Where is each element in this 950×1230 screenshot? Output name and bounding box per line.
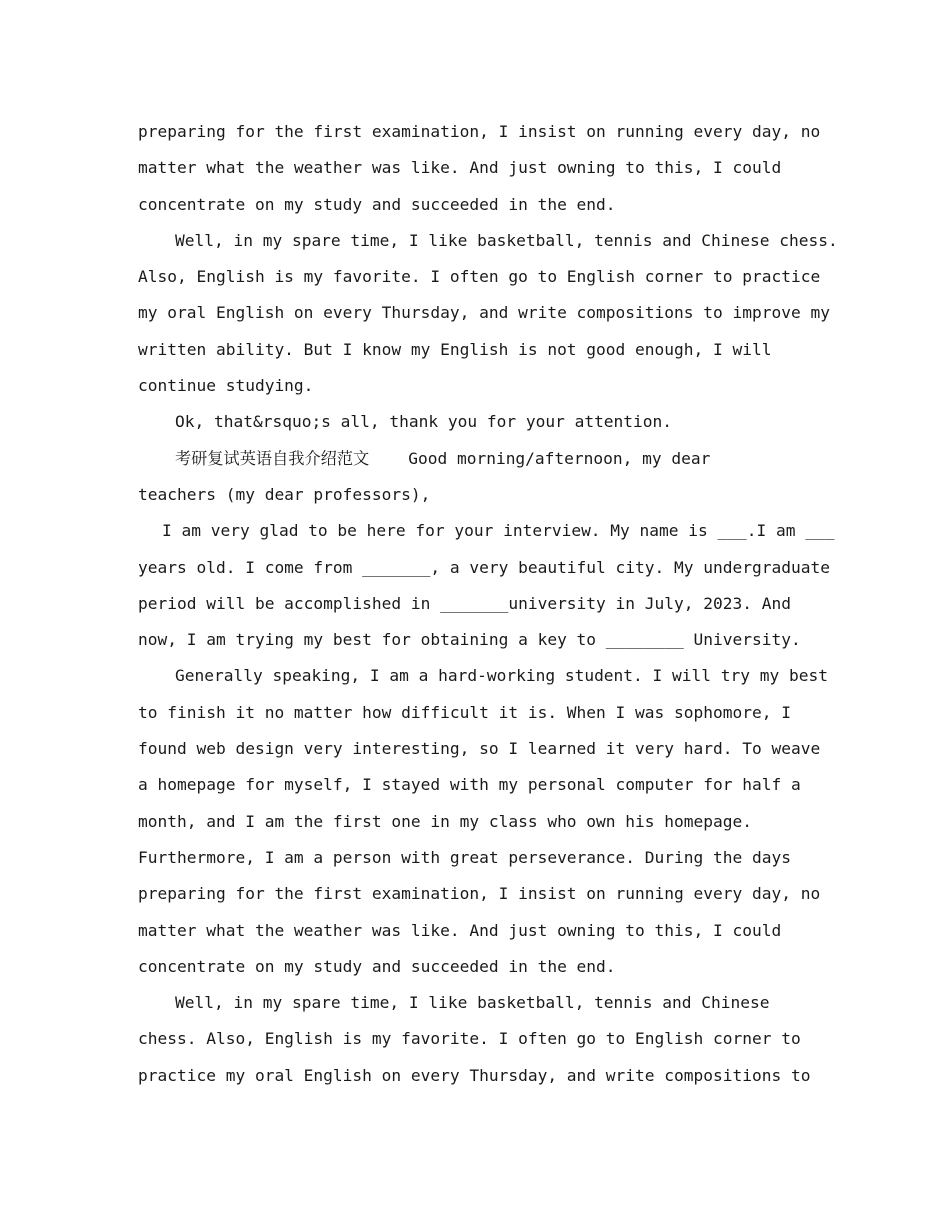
text-line: matter what the weather was like. And just owning to this, I could	[138, 920, 782, 940]
text-line: practice my oral English on every Thursday, and write compositions to	[138, 1065, 811, 1085]
text-line: my oral English on every Thursday, and write compositions to improve my	[138, 303, 830, 323]
text-line: written ability. But I know my English is not good enough, I will	[138, 339, 772, 359]
text-line: period will be accomplished in _______university in July, 2023. And	[138, 593, 791, 613]
text-line: teachers (my dear professors),	[138, 484, 431, 504]
text-line: to finish it no matter how difficult it is. When I was sophomore, I	[138, 702, 791, 722]
paragraph-start-line: I am very glad to be here for your interview. My name is ___.I am ___	[162, 521, 835, 541]
text-line: chess. Also, English is my favorite. I often go to English corner to	[138, 1029, 801, 1049]
text-line: a homepage for myself, I stayed with my personal computer for half a	[138, 775, 801, 795]
text-line: preparing for the first examination, I insist on running every day, no	[138, 884, 821, 904]
text-line: continue studying.	[138, 376, 314, 396]
paragraph-start-line: Ok, that&rsquo;s all, thank you for your attention.	[175, 412, 673, 432]
text-line: preparing for the first examination, I insist on running every day, no	[138, 122, 821, 141]
text-line: Also, English is my favorite. I often go to English corner to practice	[138, 267, 821, 287]
text-line: matter what the weather was like. And just owning to this, I could	[138, 158, 782, 178]
text-line: concentrate on my study and succeeded in the end.	[138, 956, 616, 976]
text-line: years old. I come from _______, a very beautiful city. My undergraduate	[138, 557, 830, 577]
text-line: month, and I am the first one in my class who own his homepage.	[138, 811, 752, 831]
paragraph-start-line: Generally speaking, I am a hard-working student. I will try my best	[175, 666, 828, 686]
section-heading-line: 考研复试英语自我介绍范文 Good morning/afternoon, my dear	[175, 448, 711, 468]
paragraph-start-line: Well, in my spare time, I like basketball, tennis and Chinese	[175, 993, 770, 1013]
paragraph-start-line: Well, in my spare time, I like basketball, tennis and Chinese chess.	[175, 230, 838, 250]
text-line: found web design very interesting, so I learned it very hard. To weave	[138, 739, 821, 759]
text-line: concentrate on my study and succeeded in the end.	[138, 194, 616, 214]
document-body	[138, 114, 838, 1094]
text-line: Furthermore, I am a person with great perseverance. During the days	[138, 847, 791, 867]
text-line: now, I am trying my best for obtaining a key to ________ University.	[138, 630, 801, 650]
